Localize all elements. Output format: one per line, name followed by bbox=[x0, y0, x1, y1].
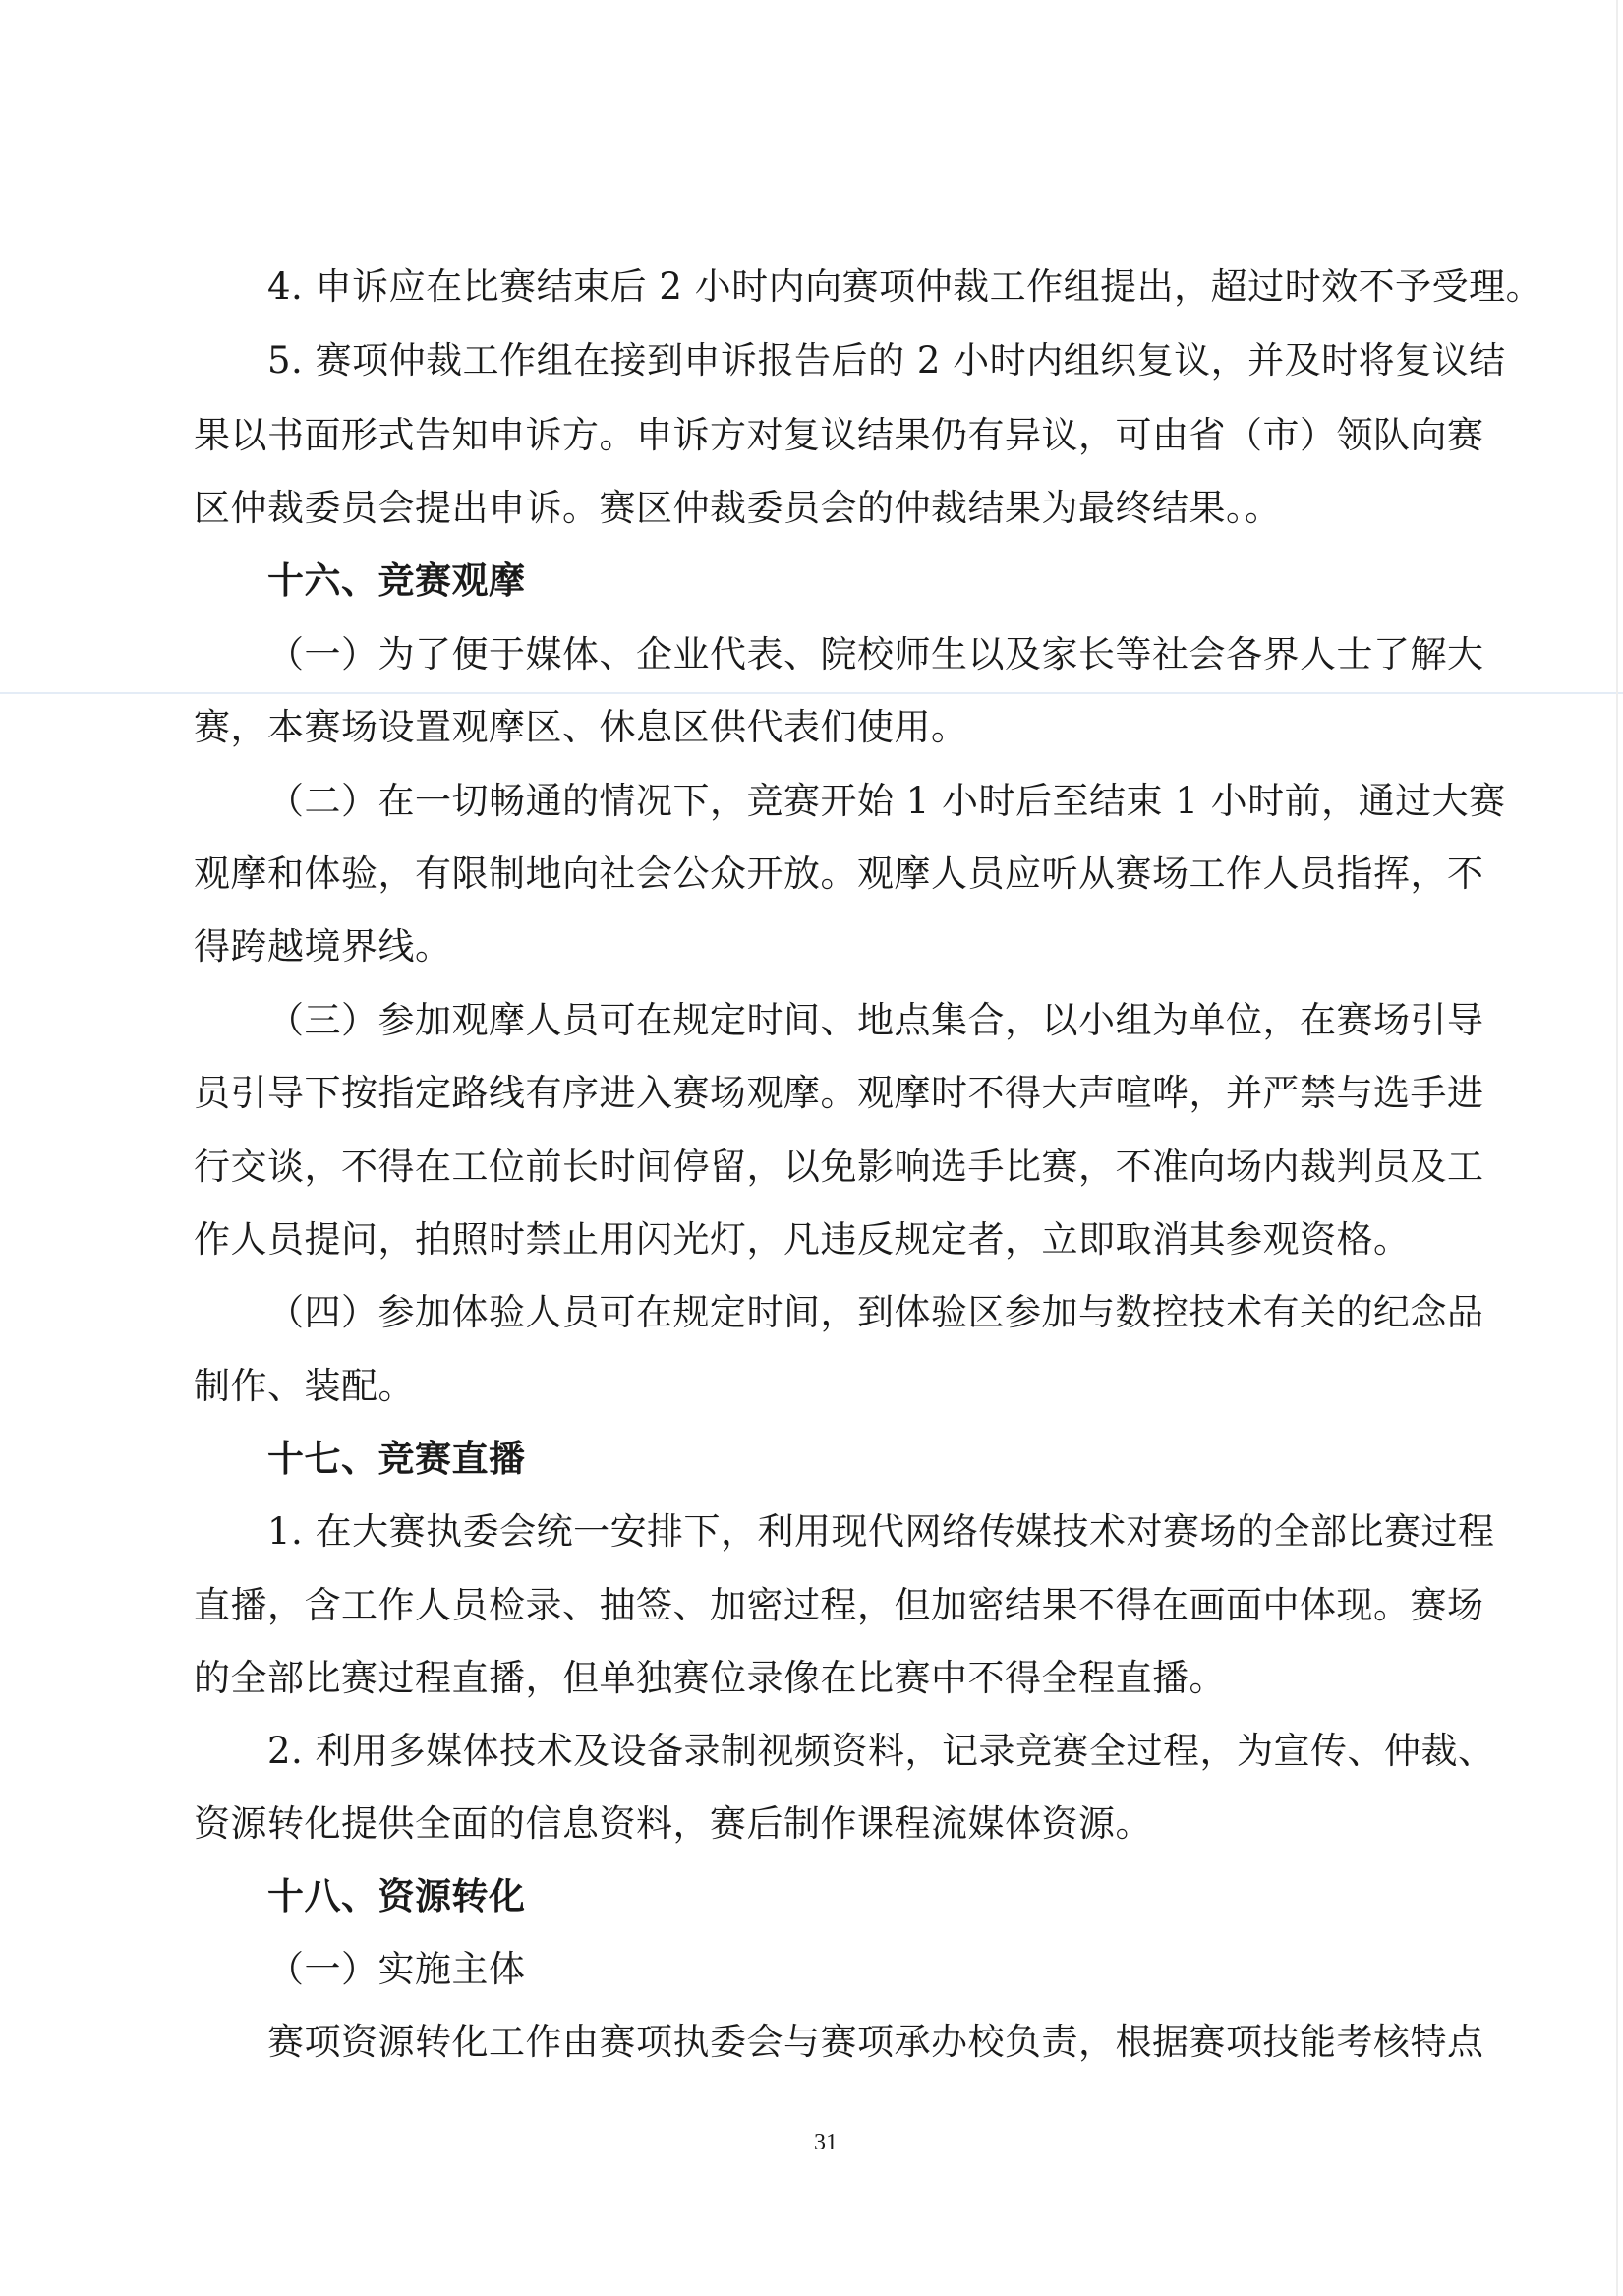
paragraph-line-broadcast-2: 2. 利用多媒体技术及设备录制视频资料，记录竞赛全过程，为宣传、仲裁、 bbox=[267, 1730, 1495, 1772]
paragraph-line-item-3: （三）参加观摩人员可在规定时间、地点集合，以小组为单位，在赛场引导 bbox=[267, 999, 1484, 1041]
scan-artifact-line bbox=[0, 692, 1623, 694]
paragraph-line: 赛项资源转化工作由赛项执委会与赛项承办校负责，根据赛项技能考核特点 bbox=[267, 2021, 1484, 2063]
paragraph-line-item-1: （一）为了便于媒体、企业代表、院校师生以及家长等社会各界人士了解大 bbox=[267, 633, 1484, 676]
paragraph-line: 员引导下按指定路线有序进入赛场观摩。观摩时不得大声喧哗，并严禁与选手进 bbox=[194, 1072, 1484, 1114]
page-number: 31 bbox=[814, 2130, 838, 2155]
paragraph-line-appeal-4: 4. 申诉应在比赛结束后 2 小时内向赛项仲裁工作组提出，超过时效不予受理。 bbox=[267, 265, 1543, 308]
paragraph-line: 果以书面形式告知申诉方。申诉方对复议结果仍有异议，可由省（市）领队向赛 bbox=[194, 414, 1484, 456]
section-heading-16: 十六、竞赛观摩 bbox=[267, 559, 526, 602]
paragraph-line: 行交谈，不得在工位前长时间停留，以免影响选手比赛，不准向场内裁判员及工 bbox=[194, 1146, 1484, 1188]
paragraph-line: 的全部比赛过程直播，但单独赛位录像在比赛中不得全程直播。 bbox=[194, 1657, 1226, 1699]
paragraph-line: 制作、装配。 bbox=[194, 1365, 415, 1407]
scan-artifact-edge bbox=[1616, 0, 1618, 2296]
paragraph-line: 资源转化提供全面的信息资料，赛后制作课程流媒体资源。 bbox=[194, 1802, 1152, 1845]
paragraph-line-appeal-5: 5. 赛项仲裁工作组在接到申诉报告后的 2 小时内组织复议，并及时将复议结 bbox=[267, 339, 1506, 382]
paragraph-line: 直播，含工作人员检录、抽签、加密过程，但加密结果不得在画面中体现。赛场 bbox=[194, 1584, 1484, 1626]
subsection-heading-implementer: （一）实施主体 bbox=[267, 1948, 526, 1990]
paragraph-line: 作人员提问，拍照时禁止用闪光灯，凡违反规定者，立即取消其参观资格。 bbox=[194, 1218, 1411, 1261]
paragraph-line-broadcast-1: 1. 在大赛执委会统一安排下，利用现代网络传媒技术对赛场的全部比赛过程 bbox=[267, 1510, 1495, 1553]
paragraph-line-item-4: （四）参加体验人员可在规定时间，到体验区参加与数控技术有关的纪念品 bbox=[267, 1291, 1484, 1333]
paragraph-line-item-2: （二）在一切畅通的情况下，竞赛开始 1 小时后至结束 1 小时前，通过大赛 bbox=[267, 780, 1506, 822]
section-heading-18: 十八、资源转化 bbox=[267, 1875, 526, 1917]
section-heading-17: 十七、竞赛直播 bbox=[267, 1438, 526, 1480]
paragraph-line: 赛，本赛场设置观摩区、休息区供代表们使用。 bbox=[194, 706, 968, 748]
paragraph-line: 得跨越境界线。 bbox=[194, 925, 452, 968]
paragraph-line: 观摩和体验，有限制地向社会公众开放。观摩人员应听从赛场工作人员指挥，不 bbox=[194, 853, 1484, 895]
paragraph-line: 区仲裁委员会提出申诉。赛区仲裁委员会的仲裁结果为最终结果。。 bbox=[194, 487, 1282, 529]
